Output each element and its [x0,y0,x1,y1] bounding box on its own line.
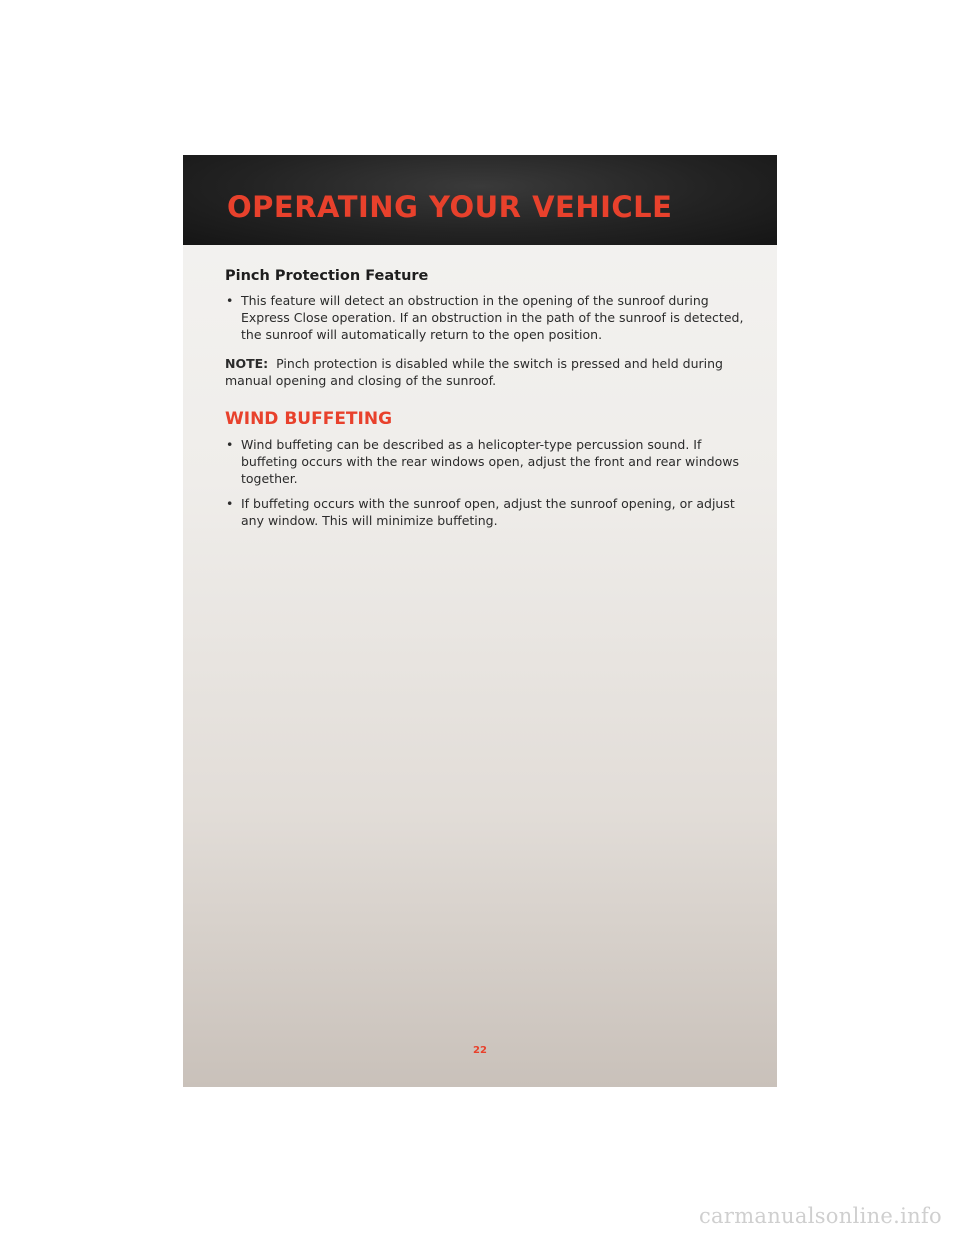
page-number: 22 [473,1045,487,1056]
section-header-bar [183,155,777,245]
list-item [225,495,745,529]
pinch-protection-heading: Pinch Protection Feature [225,268,429,284]
section-title: OPERATING YOUR VEHICLE [227,190,673,224]
list-item-text: If buffeting occurs with the sunroof open, adjust the sunroof opening, or adjust any window. This will minimize buffeting. [241,496,735,528]
list-item-text: This feature will detect an obstruction in the opening of the sunroof during Express Close operation. If an obstruction in the path of the sunroof is detected, the sunroof will automatically return to the open position. [241,293,744,342]
note-text: Pinch protection is disabled while the switch is pressed and held during manual opening and closing of the sunroof. [225,356,723,388]
list-item-text: Wind buffeting can be described as a helicopter-type percussion sound. If buffeting occurs with the rear windows open, adjust the front and rear windows together. [241,437,739,486]
bullet-icon: • [226,293,234,308]
wind-buffeting-heading: WIND BUFFETING [225,409,393,429]
note-label: NOTE: [225,356,269,371]
page-content [225,267,745,537]
list-item [225,292,745,343]
manual-page [183,155,777,1087]
watermark-text: carmanualsonline.info [698,1204,942,1228]
note-paragraph [225,355,745,389]
pinch-protection-list [225,292,745,343]
wind-buffeting-list [225,436,745,529]
bullet-icon: • [226,496,234,511]
list-item [225,436,745,487]
bullet-icon: • [226,437,234,452]
